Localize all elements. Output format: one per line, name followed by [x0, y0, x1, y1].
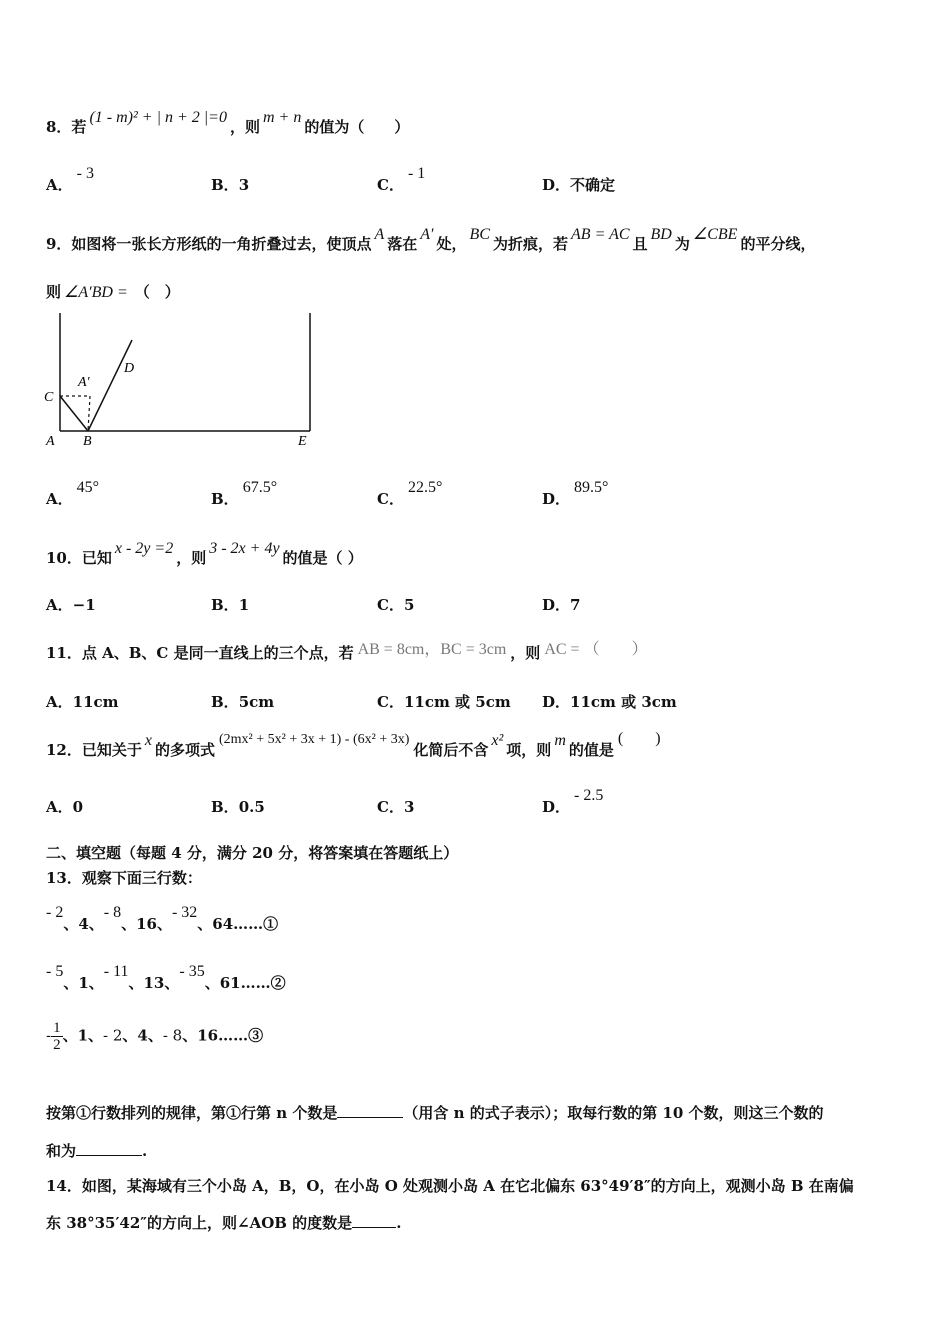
q10-option-a[interactable]: A．−1: [46, 596, 96, 614]
q12-option-c[interactable]: C．3: [377, 798, 415, 816]
answer-blank-1[interactable]: [337, 1117, 403, 1118]
q9-stem: 9．如图将一张长方形纸的一角折叠过去，使顶点A落在A′处，BC为折痕，若AB = AC且BD为∠CBE的平分线，: [46, 226, 816, 253]
q14-line-1: 14．如图，某海域有三个小岛 A，B，O，在小岛 O 处观测小岛 A 在它北偏东 63°49′8″的方向上，观测小岛 B 在南偏: [46, 1177, 854, 1195]
q10-option-b[interactable]: B．1: [211, 596, 250, 614]
q9-question-line: 则 ∠A′BD = （ ）: [46, 283, 180, 301]
answer-blank-3[interactable]: [352, 1227, 396, 1228]
q8-option-c[interactable]: C．- 1: [377, 165, 426, 194]
q11-stem: 11．点 A、B、C 是同一直线上的三个点，若 AB = 8cm，BC = 3cm ，则 AC = （ ）: [46, 641, 648, 662]
q9-figure: [40, 308, 320, 453]
q10-stem: 10．已知x - 2y =2，则3 - 2x + 4y的值是（ ）: [46, 540, 363, 567]
q9-option-c[interactable]: C．22.5°: [377, 479, 443, 508]
q9-option-d[interactable]: D．89.5°: [542, 479, 609, 508]
q11-option-d[interactable]: D．11cm 或 3cm: [542, 693, 677, 711]
q11-option-c[interactable]: C．11cm 或 5cm: [377, 693, 511, 711]
q12-option-a[interactable]: A．0: [46, 798, 84, 816]
bisector-bd: [88, 340, 135, 431]
label-e: E: [298, 434, 307, 449]
label-a-prime: A′: [78, 375, 90, 390]
q14-line-2: 东 38°35′42″的方向上，则∠AOB 的度数是 .: [46, 1214, 402, 1232]
q8-option-a[interactable]: A．- 3: [46, 165, 94, 194]
q11-option-a[interactable]: A．11cm: [46, 693, 119, 711]
q10-option-c[interactable]: C．5: [377, 596, 415, 614]
label-b: B: [83, 434, 92, 449]
q11-option-b[interactable]: B．5cm: [211, 693, 275, 711]
section-heading: 二、填空题（每题 4 分，满分 20 分，将答案填在答题纸上）: [46, 844, 459, 862]
q13-row-1: - 2、4、- 8、16、- 32、64……①: [46, 904, 279, 933]
q13-row-3: - $\frac{1}{2}$ 、1、- 2、4、- 8、16……③: [46, 1020, 264, 1053]
q13-question-part2: 和为 .: [46, 1142, 148, 1160]
q8-number: 8．若: [46, 118, 87, 136]
q8-target-expr: m + n: [262, 109, 302, 126]
q13-title: 13．观察下面三行数：: [46, 869, 202, 887]
q12-stem: 12．已知关于x的多项式(2mx² + 5x² + 3x + 1) - (6x² + 3x)化简后不含x²项，则m的值是( ): [46, 730, 661, 759]
q13-row-2: - 5、1、- 11、13、- 35、61……②: [46, 963, 286, 992]
q9-option-b[interactable]: B．67.5°: [211, 479, 278, 508]
crease-bc: [60, 396, 88, 431]
q10-option-d[interactable]: D．7: [542, 596, 581, 614]
q8-text: ，则: [229, 118, 260, 136]
label-d: D: [124, 361, 135, 376]
q9-angle-expr: ∠A′BD =: [64, 284, 132, 301]
q9-option-a[interactable]: A．45°: [46, 479, 100, 508]
q8-option-d[interactable]: D．不确定: [542, 176, 616, 194]
q8-stem: [46, 109, 410, 137]
fraction-one-half: $\frac{1}{2}$: [53, 1020, 61, 1053]
q8-option-b[interactable]: B．3: [211, 176, 250, 194]
label-a: A: [46, 434, 55, 449]
label-c: C: [44, 390, 54, 405]
q12-option-d[interactable]: D．- 2.5: [542, 787, 604, 816]
q12-option-b[interactable]: B．0.5: [211, 798, 265, 816]
answer-blank-2[interactable]: [76, 1155, 142, 1156]
q8-condition: (1 - m)² + | n + 2 |=0: [89, 109, 227, 126]
folded-edge-a1b: [88, 396, 90, 431]
q8-tail: 的值为（ ）: [304, 118, 410, 136]
q13-question-part1: 按第①行数排列的规律，第①行第 n 个数是 （用含 n 的式子表示）；取每行数的第 10 个数，则这三个数的: [46, 1104, 824, 1122]
